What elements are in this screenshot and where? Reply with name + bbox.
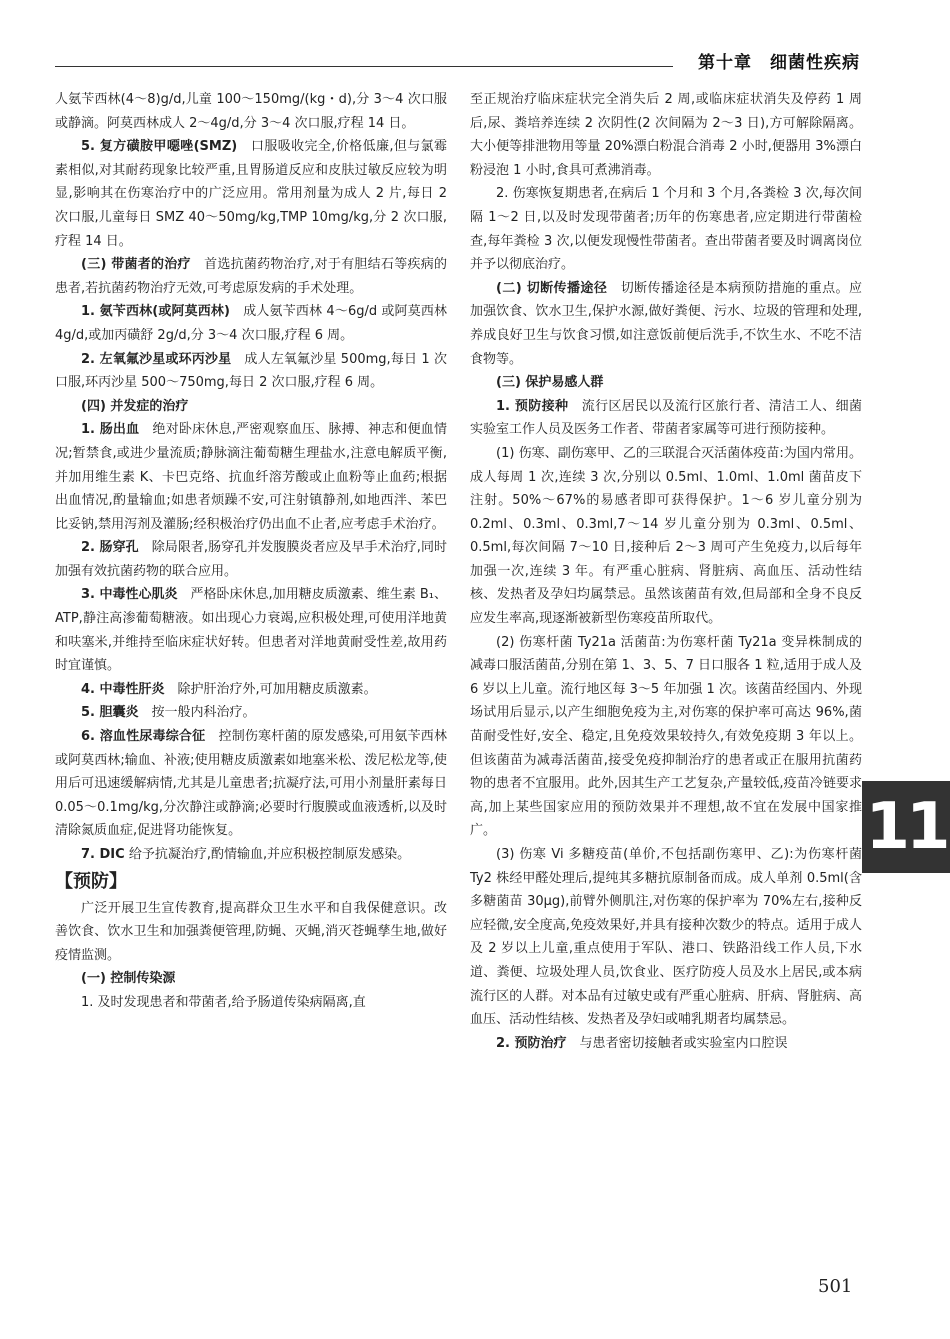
paragraph — [470, 1032, 862, 1056]
header-rule — [55, 66, 673, 67]
paragraph-text: 与患者密切接触者或实验室内口腔误 — [566, 1035, 788, 1051]
item-heading: 1. 肠出血 — [81, 422, 140, 438]
paragraph-text: 流行区居民以及流行区旅行者、清洁工人、细菌实验室工作人员及医务工作者、带菌者家属等可进行预防接种。 — [470, 398, 862, 438]
paragraph-text: 严格卧床休息,加用糖皮质激素、维生素 B₁、ATP,静注高渗葡萄糖液。如出现心力衰竭,应积极处理,可使用洋地黄和呋塞米,并维持至临床症状好转。但患者对洋地黄耐受性差,故用药时宜谨慎。 — [55, 587, 447, 674]
right-column — [470, 88, 862, 1055]
paragraph — [55, 418, 447, 536]
paragraph-text: 控制伤寒杆菌的原发感染,可用氨苄西林或阿莫西林;输血、补液;使用糖皮质激素如地塞米松、泼尼松龙等,使用后可迅速缓解病情,尤其是儿童患者;抗凝疗法,可用小剂量肝素每日 0.05～0.1mg/kg,分次静注或静滴;必要时行腹膜或血液透析,以及时清除氮质血症,促进肾功能恢复。 — [55, 729, 447, 839]
header-chapter-title: 细菌性疾病 — [770, 53, 860, 73]
paragraph — [55, 967, 447, 991]
paragraph-text: 人氨苄西林(4～8)g/d,儿童 100～150mg/(kg・d),分 3～4 次口服或静滴。阿莫西林成人 2～4g/d,分 3～4 次口服,疗程 14 日。 — [55, 92, 447, 131]
paragraph-text: (2) 伤寒杆菌 Ty21a 活菌苗:为伤寒杆菌 Ty21a 变异株制成的减毒口服活菌苗,分别在第 1、3、5、7 日口服各 1 粒,适用于成人及 6 岁以上儿童。流行地区每 3～5 年加强 1 次。该菌苗经国内、外现场试用后显示,以产生细胞免疫为主,对伤寒的保护率可高达 96%,菌苗耐受性好,安全、稳定,且免疫效果较持久,有效免疫期 3 年以上。但该菌苗为减毒活菌苗,接受免疫抑制治疗的患者或正在服用抗菌药物的患者不宜服用。此外,因其生产工艺复杂,产量较低,疫苗冷链要求高,加上某些国家应用的预防效果并不理想,故不宜在发展中国家推广。 — [470, 634, 862, 839]
paragraph-text: 绝对卧床休息,严密观察血压、脉搏、神志和便血情况;暂禁食,或进少量流质;静脉滴注葡萄糖生理盐水,注意电解质平衡,并加用维生素 K、卡巴克络、抗血纤溶芳酸或止血粉等止血药;根据出血情况,酌量输血;如患者烦躁不安,可注射镇静剂,如地西泮、苯巴比妥钠,禁用泻剂及灌肠;经积极治疗仍出血不止者,应考虑手术治疗。 — [55, 422, 447, 532]
chapter-tab: 11 — [862, 781, 950, 873]
subsection-heading: (三) 带菌者的治疗 — [81, 257, 191, 273]
item-heading: 5. 胆囊炎 — [81, 705, 139, 721]
item-heading: 2. 肠穿孔 — [81, 540, 139, 556]
paragraph — [470, 843, 862, 1032]
item-heading: 1. 氨苄西林(或阿莫西林) — [81, 304, 230, 320]
paragraph-text: (1) 伤寒、副伤寒甲、乙的三联混合灭活菌体疫苗:为国内常用。成人每周 1 次,连续 3 次,分别以 0.5ml、1.0ml、1.0ml 菌苗皮下注射。50%～67%的易感者即可获得保护。1～6 岁儿童分别为 0.2ml、0.3ml、0.3ml,7～14 岁儿童分别为 0.3ml、0.5ml、0.5ml,每次间隔 7～10 日,接种后 2～3 周可产生免疫力,以后每年加强一次,连续 3 年。有严重心脏病、肾脏病、高血压、活动性结核、发热者及孕妇均属禁忌。虽然该菌苗有效,但局部和全身不良反应发生率高,现逐渐被新型伤寒疫苗所取代。 — [470, 445, 862, 627]
paragraph-text: 除护肝治疗外,可加用糖皮质激素。 — [164, 681, 377, 697]
paragraph-text: 按一般内科治疗。 — [138, 705, 256, 721]
paragraph — [55, 300, 447, 347]
paragraph — [55, 583, 447, 677]
paragraph — [470, 371, 862, 395]
paragraph — [55, 843, 447, 867]
paragraph — [55, 678, 447, 702]
section-heading: 【预防】 — [55, 870, 127, 892]
paragraph — [55, 395, 447, 419]
running-header — [698, 48, 860, 73]
paragraph-text: 口服吸收完全,价格低廉,但与氯霉素相似,对其耐药现象比较严重,且胃肠道反应和皮肤过敏反应较为明显,影响其在伤寒治疗中的广泛应用。常用剂量为成人 2 片,每日 2 次口服,儿童每日 SMZ 40～50mg/kg,TMP 10mg/kg,分 2 次口服,疗程 14 日。 — [55, 139, 448, 249]
paragraph — [470, 88, 862, 182]
paragraph-text: 至正规治疗临床症状完全消失后 2 周,或临床症状消失及停药 1 周后,尿、粪培养连续 2 次阴性(2 次间隔为 2～3 日),方可解除隔离。大小便等排泄物用等量 20%漂白粉混合消毒 2 小时,便器用 3%漂白粉浸泡 1 小时,食具可煮沸消毒。 — [470, 92, 862, 178]
item-heading: 6. 溶血性尿毒综合征 — [81, 729, 206, 745]
item-heading: 2. 预防治疗 — [496, 1035, 567, 1051]
paragraph — [470, 631, 862, 843]
paragraph-text: 广泛开展卫生宣传教育,提高群众卫生水平和自我保健意识。改善饮食、饮水卫生和加强粪便管理,防蝇、灭蝇,消灭苍蝇孳生地,做好疫情监测。 — [55, 900, 447, 963]
paragraph-text: 成人左氧氟沙星 500mg,每日 1 次口服,环丙沙星 500～750mg,每日 2 次口服,疗程 6 周。 — [55, 351, 447, 391]
paragraph-text: 切断传播途径是本病预防措施的重点。应加强饮食、饮水卫生,保护水源,做好粪便、污水、垃圾的管理和处理,养成良好卫生与饮食习惯,如注意饭前便后洗手,不饮生水、不吃不洁食物等。 — [470, 280, 862, 367]
subsection-heading: (一) 控制传染源 — [81, 971, 176, 987]
subsection-heading: (三) 保护易感人群 — [496, 375, 604, 391]
paragraph-text: 1. 及时发现患者和带菌者,给予肠道传染病隔离,直 — [81, 994, 366, 1010]
paragraph-text: 成人氨苄西林 4～6g/d 或阿莫西林 4g/d,或加丙磺舒 2g/d,分 3～4 次口服,疗程 6 周。 — [55, 304, 447, 343]
paragraph — [470, 395, 862, 442]
item-heading: 3. 中毒性心肌炎 — [81, 587, 178, 603]
paragraph-text: 2. 伤寒恢复期患者,在病后 1 个月和 3 个月,各粪检 3 次,每次间隔 1～2 日,以及时发现带菌者;历年的伤寒患者,应定期进行带菌检查,每年粪检 3 次,以便发现慢性带菌者。查出带菌者要及时调离岗位并予以彻底治疗。 — [470, 186, 862, 273]
subsection-heading: (二) 切断传播途径 — [496, 280, 608, 296]
paragraph — [470, 442, 862, 631]
left-column — [55, 88, 447, 1015]
subsection-heading: (四) 并发症的治疗 — [81, 398, 189, 414]
paragraph-text: (3) 伤寒 Vi 多糖疫苗(单价,不包括副伤寒甲、乙):为伤寒杆菌 Ty2 株经甲醛处理后,提纯其多糖抗原制备而成。成人单剂 0.5ml(含多糖菌苗 30μg),前臂外侧肌注,对伤寒的保护率为 70%左右,接种反应轻微,安全度高,免疫效果好,并具有接种次数少的特点。适用于成人及 2 岁以上儿童,重点使用于军队、港口、铁路沿线工作人员,下水道、粪便、垃圾处理人员,饮食业、医疗防疫人员及水上居民,或本病流行区的人群。对本品有过敏史或有严重心脏病、肝病、肾脏病、高血压、活动性结核、发热者及孕妇或哺乳期者均属禁忌。 — [470, 847, 862, 1028]
paragraph — [470, 182, 862, 276]
paragraph — [55, 348, 447, 395]
paragraph — [55, 991, 447, 1015]
item-heading: 1. 预防接种 — [496, 398, 569, 414]
paragraph — [55, 725, 447, 843]
item-heading: 5. 复方磺胺甲噁唑(SMZ) — [81, 139, 238, 155]
paragraph — [55, 536, 447, 583]
paragraph — [55, 701, 447, 725]
paragraph — [55, 897, 447, 968]
item-heading: 2. 左氧氟沙星或环丙沙星 — [81, 351, 232, 367]
paragraph-text: 首选抗菌药物治疗,对于有胆结石等疾病的患者,若抗菌药物治疗无效,可考虑原发病的手术处理。 — [55, 257, 447, 296]
paragraph — [55, 88, 447, 135]
item-heading: 4. 中毒性肝炎 — [81, 681, 165, 697]
paragraph — [470, 277, 862, 371]
paragraph — [55, 135, 447, 253]
paragraph-text: 除局限者,肠穿孔并发腹膜炎者应及早手术治疗,同时加强有效抗菌药物的联合应用。 — [55, 540, 447, 579]
header-chapter: 第十章 — [698, 53, 752, 73]
page-number: 501 — [818, 1276, 853, 1297]
paragraph — [55, 253, 447, 300]
paragraph-text: 给予抗凝治疗,酌情输血,并应积极控制原发感染。 — [124, 847, 411, 862]
item-heading: 7. DIC — [81, 847, 125, 862]
